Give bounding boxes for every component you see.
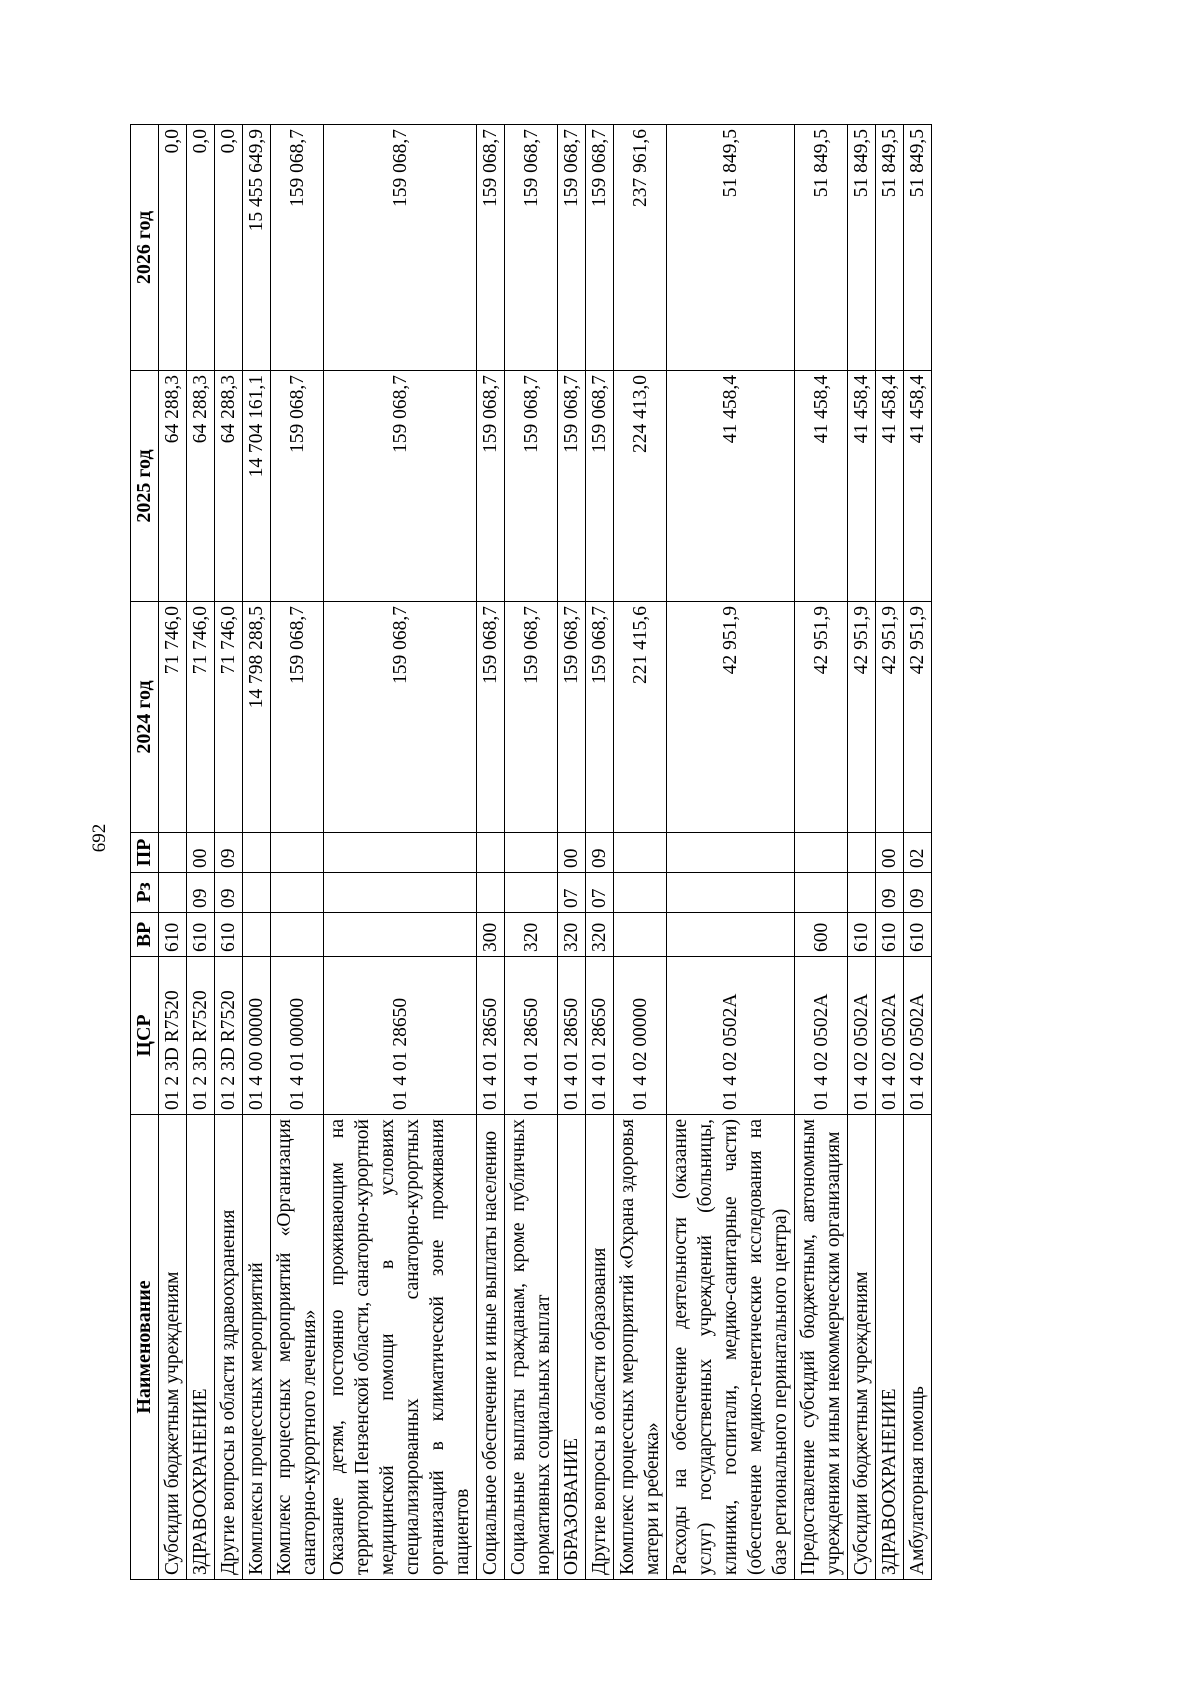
- cell-rz: [667, 873, 795, 913]
- cell-rz: [159, 873, 187, 913]
- cell-pr: [159, 833, 187, 873]
- cell-name: Комплексы процессных мероприятий: [243, 1115, 271, 1580]
- cell-vr: 600: [795, 913, 848, 957]
- cell-2026: 159 068,7: [324, 125, 477, 371]
- cell-name: Другие вопросы в области образования: [586, 1115, 614, 1580]
- cell-csr: 01 4 02 0502A: [795, 957, 848, 1115]
- cell-rz: [795, 873, 848, 913]
- cell-2024: 71 746,0: [215, 602, 243, 833]
- table-row: [614, 125, 667, 1580]
- cell-name: Социальное обеспечение и иные выплаты населению: [477, 1115, 505, 1580]
- cell-2026: 51 849,5: [904, 125, 932, 371]
- table-header-row: [131, 125, 159, 1580]
- cell-2024: 42 951,9: [795, 602, 848, 833]
- cell-name: Субсидии бюджетным учреждениям: [159, 1115, 187, 1580]
- cell-2024: 159 068,7: [477, 602, 505, 833]
- table-row: [876, 125, 904, 1580]
- cell-2026: 0,0: [215, 125, 243, 371]
- cell-csr: 01 4 01 28650: [324, 957, 477, 1115]
- header-csr: ЦСР: [131, 957, 159, 1115]
- cell-vr: 320: [586, 913, 614, 957]
- cell-2024: 159 068,7: [586, 602, 614, 833]
- header-rz: Рз: [131, 873, 159, 913]
- cell-rz: 09: [187, 873, 215, 913]
- cell-csr: 01 4 02 0502A: [904, 957, 932, 1115]
- cell-vr: [243, 913, 271, 957]
- cell-2026: 51 849,5: [795, 125, 848, 371]
- cell-pr: 00: [558, 833, 586, 873]
- cell-csr: 01 2 3D R7520: [159, 957, 187, 1115]
- cell-vr: 610: [876, 913, 904, 957]
- cell-2026: 159 068,7: [558, 125, 586, 371]
- table-row: [477, 125, 505, 1580]
- cell-vr: 300: [477, 913, 505, 957]
- cell-2025: 159 068,7: [586, 371, 614, 602]
- cell-2026: 237 961,6: [614, 125, 667, 371]
- header-2024: 2024 год: [131, 602, 159, 833]
- header-pr: ПР: [131, 833, 159, 873]
- cell-vr: [324, 913, 477, 957]
- cell-pr: 00: [876, 833, 904, 873]
- cell-vr: [614, 913, 667, 957]
- cell-pr: [795, 833, 848, 873]
- cell-2026: 51 849,5: [876, 125, 904, 371]
- cell-2024: 42 951,9: [876, 602, 904, 833]
- cell-2024: 14 798 288,5: [243, 602, 271, 833]
- cell-vr: 610: [187, 913, 215, 957]
- cell-pr: [667, 833, 795, 873]
- cell-name: Оказание детям, постоянно проживающим на территории Пензенской области, санаторно-курортной медицинской помощи в условиях специализированных санаторно-курортных организаций в климатической зоне проживания пациентов: [324, 1115, 477, 1580]
- cell-2024: 71 746,0: [159, 602, 187, 833]
- page-number: 692: [89, 823, 110, 853]
- cell-pr: 09: [215, 833, 243, 873]
- table-row: [848, 125, 876, 1580]
- cell-2025: 159 068,7: [477, 371, 505, 602]
- cell-vr: 610: [904, 913, 932, 957]
- table-row: [904, 125, 932, 1580]
- cell-2025: 41 458,4: [848, 371, 876, 602]
- cell-rz: [477, 873, 505, 913]
- table-body: [159, 125, 932, 1580]
- cell-vr: 610: [848, 913, 876, 957]
- cell-name: Расходы на обеспечение деятельности (оказание услуг) государственных учреждений (больницы, клиники, госпитали, медико-санитарные части) (обеспечение медико-генетические исследования на базе регионального перинатального центра): [667, 1115, 795, 1580]
- cell-2024: 159 068,7: [324, 602, 477, 833]
- header-2026: 2026 год: [131, 125, 159, 371]
- header-name: Наименование: [131, 1115, 159, 1580]
- cell-vr: [667, 913, 795, 957]
- cell-2025: 41 458,4: [876, 371, 904, 602]
- cell-csr: 01 2 3D R7520: [215, 957, 243, 1115]
- cell-2026: 51 849,5: [667, 125, 795, 371]
- cell-2024: 159 068,7: [558, 602, 586, 833]
- cell-csr: 01 4 01 28650: [558, 957, 586, 1115]
- cell-2026: 0,0: [159, 125, 187, 371]
- cell-pr: 00: [187, 833, 215, 873]
- cell-rz: [324, 873, 477, 913]
- cell-2024: 42 951,9: [667, 602, 795, 833]
- cell-2025: 41 458,4: [667, 371, 795, 602]
- cell-vr: 320: [558, 913, 586, 957]
- cell-rz: [848, 873, 876, 913]
- cell-pr: [243, 833, 271, 873]
- cell-name: Комплекс процессных мероприятий «Организация санаторно-курортного лечения»: [271, 1115, 324, 1580]
- cell-2025: 41 458,4: [795, 371, 848, 602]
- rotated-table-wrapper: [130, 125, 990, 1580]
- cell-2025: 64 288,3: [215, 371, 243, 602]
- header-vr: ВР: [131, 913, 159, 957]
- cell-name: Амбулаторная помощь: [904, 1115, 932, 1580]
- cell-2026: 159 068,7: [586, 125, 614, 371]
- table-row: [159, 125, 187, 1580]
- cell-pr: [505, 833, 558, 873]
- table-row: [558, 125, 586, 1580]
- cell-vr: [271, 913, 324, 957]
- cell-name: Социальные выплаты гражданам, кроме публичных нормативных социальных выплат: [505, 1115, 558, 1580]
- cell-rz: [505, 873, 558, 913]
- cell-csr: 01 4 01 00000: [271, 957, 324, 1115]
- cell-pr: 09: [586, 833, 614, 873]
- cell-pr: [614, 833, 667, 873]
- cell-rz: 07: [558, 873, 586, 913]
- cell-rz: 09: [904, 873, 932, 913]
- cell-2025: 64 288,3: [187, 371, 215, 602]
- cell-2026: 51 849,5: [848, 125, 876, 371]
- cell-rz: 07: [586, 873, 614, 913]
- cell-2025: 159 068,7: [324, 371, 477, 602]
- cell-name: Комплекс процессных мероприятий «Охрана здоровья матери и ребенка»: [614, 1115, 667, 1580]
- cell-name: Предоставление субсидий бюджетным, автономным учреждениям и иным некоммерческим организациям: [795, 1115, 848, 1580]
- table-row: [215, 125, 243, 1580]
- cell-rz: 09: [215, 873, 243, 913]
- cell-2025: 64 288,3: [159, 371, 187, 602]
- cell-vr: 610: [215, 913, 243, 957]
- cell-rz: [271, 873, 324, 913]
- table-row: [795, 125, 848, 1580]
- cell-2026: 159 068,7: [477, 125, 505, 371]
- cell-2024: 221 415,6: [614, 602, 667, 833]
- cell-rz: [614, 873, 667, 913]
- table-row: [271, 125, 324, 1580]
- cell-2024: 71 746,0: [187, 602, 215, 833]
- cell-2024: 42 951,9: [904, 602, 932, 833]
- cell-name: ЗДРАВООХРАНЕНИЕ: [187, 1115, 215, 1580]
- cell-pr: [271, 833, 324, 873]
- cell-2025: 224 413,0: [614, 371, 667, 602]
- cell-pr: 02: [904, 833, 932, 873]
- cell-pr: [848, 833, 876, 873]
- cell-vr: 320: [505, 913, 558, 957]
- cell-rz: 09: [876, 873, 904, 913]
- table-row: [586, 125, 614, 1580]
- cell-csr: 01 4 02 0502A: [667, 957, 795, 1115]
- cell-2024: 42 951,9: [848, 602, 876, 833]
- cell-2024: 159 068,7: [505, 602, 558, 833]
- cell-2024: 159 068,7: [271, 602, 324, 833]
- cell-2026: 15 455 649,9: [243, 125, 271, 371]
- cell-csr: 01 4 02 0502A: [876, 957, 904, 1115]
- cell-csr: 01 4 01 28650: [586, 957, 614, 1115]
- cell-name: ОБРАЗОВАНИЕ: [558, 1115, 586, 1580]
- budget-table: [130, 124, 932, 1580]
- header-2025: 2025 год: [131, 371, 159, 602]
- table-row: [667, 125, 795, 1580]
- cell-csr: 01 4 01 28650: [477, 957, 505, 1115]
- cell-2025: 159 068,7: [271, 371, 324, 602]
- cell-rz: [243, 873, 271, 913]
- cell-name: Другие вопросы в области здравоохранения: [215, 1115, 243, 1580]
- cell-csr: 01 2 3D R7520: [187, 957, 215, 1115]
- cell-pr: [324, 833, 477, 873]
- table-row: [505, 125, 558, 1580]
- cell-csr: 01 4 02 00000: [614, 957, 667, 1115]
- cell-name: ЗДРАВООХРАНЕНИЕ: [876, 1115, 904, 1580]
- cell-vr: 610: [159, 913, 187, 957]
- table-row: [243, 125, 271, 1580]
- table-row: [324, 125, 477, 1580]
- cell-2025: 159 068,7: [558, 371, 586, 602]
- cell-name: Субсидии бюджетным учреждениям: [848, 1115, 876, 1580]
- table-row: [187, 125, 215, 1580]
- cell-2026: 0,0: [187, 125, 215, 371]
- cell-2025: 14 704 161,1: [243, 371, 271, 602]
- cell-2025: 41 458,4: [904, 371, 932, 602]
- cell-csr: 01 4 02 0502A: [848, 957, 876, 1115]
- cell-pr: [477, 833, 505, 873]
- cell-csr: 01 4 01 28650: [505, 957, 558, 1115]
- cell-2026: 159 068,7: [271, 125, 324, 371]
- cell-2025: 159 068,7: [505, 371, 558, 602]
- cell-csr: 01 4 00 00000: [243, 957, 271, 1115]
- cell-2026: 159 068,7: [505, 125, 558, 371]
